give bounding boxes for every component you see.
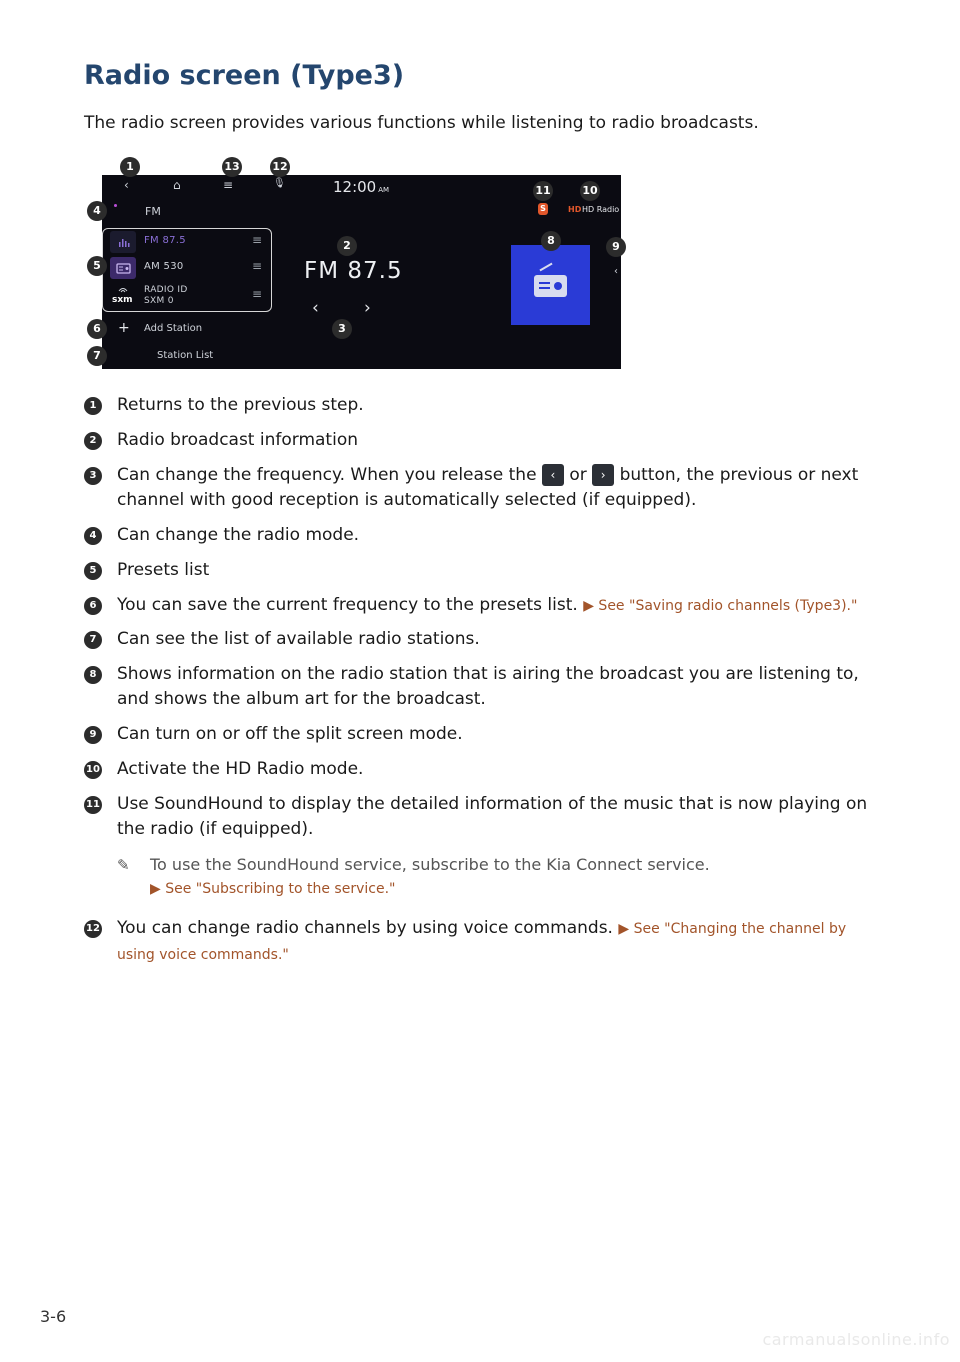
note-pen-icon: ✎ <box>117 856 130 874</box>
back-icon[interactable]: ‹ <box>124 178 129 192</box>
item-number: 4 <box>84 527 102 545</box>
preset-sublabel: SXM 0 <box>144 296 174 306</box>
antenna-icon <box>539 263 552 272</box>
callout-marker: 1 <box>120 157 140 177</box>
station-list-button[interactable]: Station List <box>157 350 214 361</box>
cross-reference-link[interactable]: ▶ See "Saving radio channels (Type3)." <box>583 598 858 614</box>
item-number: 1 <box>84 397 102 415</box>
next-button-icon: › <box>592 464 614 486</box>
callout-marker: 12 <box>270 157 290 177</box>
item-text <box>117 916 884 968</box>
preset-item[interactable] <box>108 255 268 281</box>
list-item <box>84 757 884 782</box>
callout-marker: 8 <box>541 231 561 251</box>
preset-item[interactable] <box>108 229 268 255</box>
item-text-part: You can save the current frequency to the presets list. <box>117 595 578 615</box>
radio-screen-illustration <box>102 175 621 369</box>
cross-reference-link[interactable]: ▶ See "Subscribing to the service." <box>150 881 396 897</box>
preset-label: AM 530 <box>144 261 184 272</box>
item-text-part: You can change radio channels by using voice commands. <box>117 918 613 938</box>
item-number: 12 <box>84 920 102 938</box>
callout-marker: 2 <box>337 236 357 256</box>
item-number: 9 <box>84 726 102 744</box>
item-number: 2 <box>84 432 102 450</box>
item-text: Can change the radio mode. <box>117 525 360 545</box>
clock-time: 12:00 <box>333 178 377 196</box>
note <box>117 852 710 902</box>
page-number: 3-6 <box>40 1307 67 1326</box>
clock <box>333 178 389 196</box>
item-text: Can turn on or off the split screen mode. <box>117 724 463 744</box>
mode-dot-icon <box>114 204 117 207</box>
item-text: Use SoundHound to display the detailed information of the music that is now playing on the radio (if equipped). <box>117 794 868 839</box>
callout-marker: 13 <box>222 157 242 177</box>
hd-radio-button[interactable]: HD Radio <box>582 205 620 214</box>
prev-frequency-button[interactable]: ‹ <box>312 298 319 318</box>
radio-mode-button[interactable]: FM <box>145 205 161 218</box>
watermark-footer: carmanualsonline.info <box>762 1330 950 1349</box>
item-number: 6 <box>84 597 102 615</box>
item-number: 10 <box>84 761 102 779</box>
item-text: Activate the HD Radio mode. <box>117 759 364 779</box>
preset-label: RADIO ID <box>144 285 188 295</box>
callout-marker: 9 <box>606 237 626 257</box>
item-number: 8 <box>84 666 102 684</box>
preset-label: FM 87.5 <box>144 235 186 246</box>
callout-marker: 6 <box>87 319 107 339</box>
callout-marker: 3 <box>332 319 352 339</box>
list-item <box>84 428 884 453</box>
item-text-part: button, the previous or next channel with good reception is automatically selected (if equipped). <box>117 465 859 510</box>
item-number: 5 <box>84 562 102 580</box>
preset-menu-icon[interactable]: ≡ <box>251 287 262 301</box>
next-frequency-button[interactable]: › <box>364 298 371 318</box>
item-text-part: Can change the frequency. When you release the <box>117 465 537 485</box>
note-text: To use the SoundHound service, subscribe to the Kia Connect service. <box>150 855 710 874</box>
item-text: Shows information on the radio station that is airing the broadcast you are listening to, and shows the album art for the broadcast. <box>117 664 859 709</box>
item-text <box>117 593 884 619</box>
list-item <box>84 523 884 548</box>
item-number: 11 <box>84 796 102 814</box>
frequency-display: FM 87.5 <box>304 258 403 284</box>
preset-menu-icon[interactable]: ≡ <box>251 259 262 273</box>
preset-item[interactable] <box>108 283 268 309</box>
preset-menu-icon[interactable]: ≡ <box>251 233 262 247</box>
add-icon[interactable]: + <box>118 320 130 336</box>
menu-icon[interactable]: ≡ <box>223 178 234 192</box>
soundhound-icon[interactable]: S <box>538 203 548 215</box>
item-number: 7 <box>84 631 102 649</box>
callout-marker: 11 <box>533 181 553 201</box>
list-item <box>84 627 884 652</box>
page-title: Radio screen (Type3) <box>84 60 405 91</box>
item-text: Radio broadcast information <box>117 430 358 450</box>
item-text: Presets list <box>117 560 210 580</box>
sxm-logo: sxm <box>112 295 133 305</box>
list-item <box>84 792 884 842</box>
item-text: Can see the list of available radio stations. <box>117 629 480 649</box>
clock-ampm: AM <box>378 186 390 194</box>
callout-marker: 10 <box>580 181 600 201</box>
home-icon[interactable]: ⌂ <box>173 178 181 192</box>
cross-reference-link[interactable]: ▶ See "Changing the channel by using voice commands." <box>117 921 847 963</box>
radio-icon <box>110 257 136 279</box>
callout-marker: 4 <box>87 201 107 221</box>
add-station-button[interactable]: Add Station <box>144 323 203 334</box>
item-text-part: or <box>569 465 587 485</box>
page-subtitle: The radio screen provides various functions while listening to radio broadcasts. <box>84 113 759 133</box>
callout-marker: 7 <box>87 346 107 366</box>
item-text <box>117 463 884 513</box>
hd-radio-logo: HD <box>568 205 582 214</box>
list-item <box>84 722 884 747</box>
list-item <box>84 558 884 583</box>
mic-icon[interactable]: 🎙 <box>273 178 286 189</box>
equalizer-icon <box>110 231 136 253</box>
callout-marker: 5 <box>87 256 107 276</box>
list-item <box>84 463 884 513</box>
list-item <box>84 593 884 619</box>
item-text: Returns to the previous step. <box>117 395 364 415</box>
sxm-icon <box>110 285 136 307</box>
list-item <box>84 662 884 712</box>
list-item <box>84 393 884 418</box>
list-item <box>84 916 884 968</box>
split-screen-icon[interactable]: ‹ <box>614 266 618 277</box>
prev-button-icon: ‹ <box>542 464 564 486</box>
radio-icon <box>534 275 567 297</box>
album-art <box>511 245 590 325</box>
item-number: 3 <box>84 467 102 485</box>
